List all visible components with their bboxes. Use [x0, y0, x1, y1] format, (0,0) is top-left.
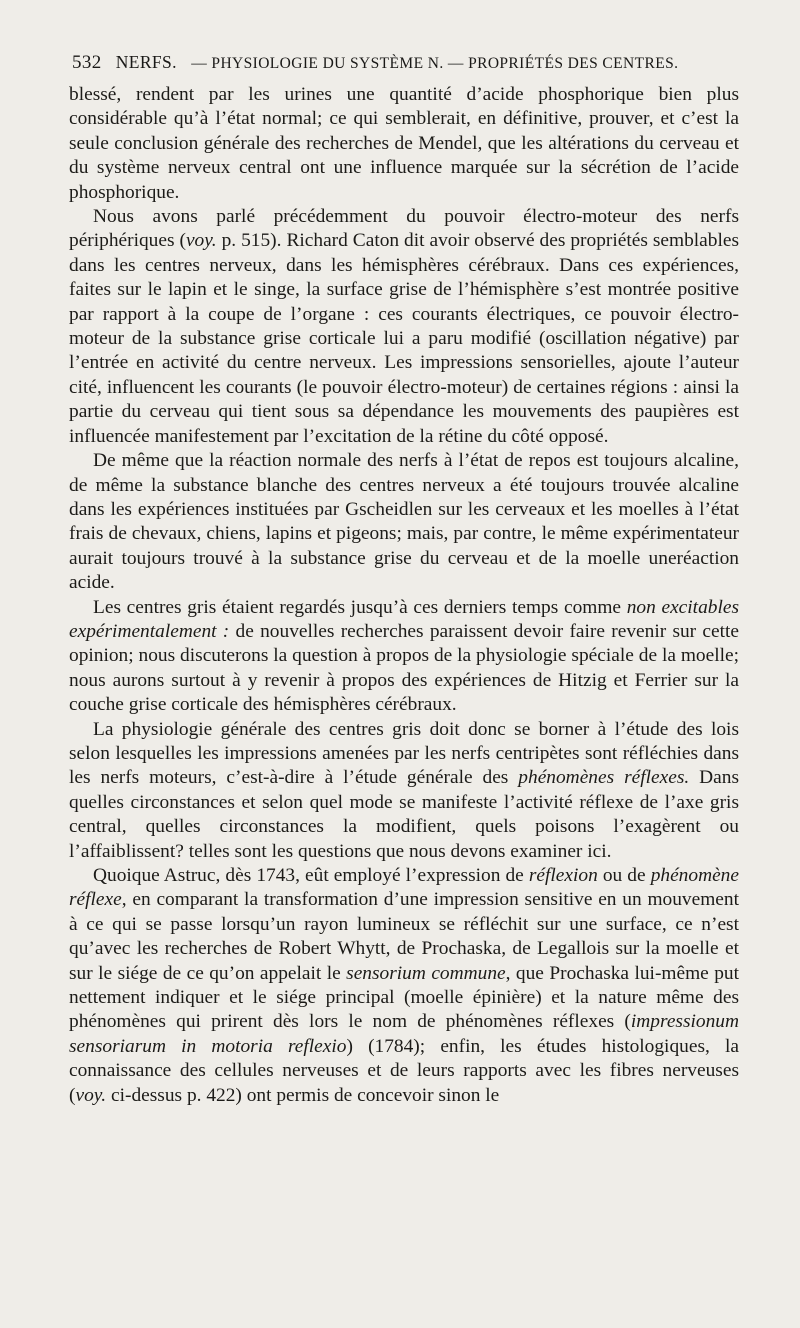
text-run: Les centres gris étaient regardés jusqu’à ces derniers temps comme [93, 596, 627, 618]
italic-text: voy. [185, 230, 217, 252]
italic-text: voy. [75, 1084, 107, 1106]
header-dash-1: — [191, 55, 208, 72]
paragraph [69, 596, 739, 718]
text-run: ou de [597, 865, 651, 886]
paragraph [69, 718, 739, 864]
text-run: De même que la réaction normale des nerfs à l’état de repos est toujours alcaline, de même la substance blanche des centres nerveux a été toujours trouvée alcaline dans les expériences instituées par Gscheidlen sur les cerveaux et les moelles à l’état frais de chevaux, chiens, lapins et pigeons; mais, par contre, le même expérimentateur aurait toujours trouvé à la substance grise du cerveau et de la moelle uneréaction acide. [69, 450, 739, 594]
paragraph [69, 864, 739, 1108]
text-run: Dans quelles circonstances et selon quel mode se manifeste l’activité réflexe de l’axe gris central, quelles circonstances la modifient, quels poisons l’exagèrent ou l’affaiblissent? telles sont les questions que nous devons examiner ici. [69, 767, 740, 862]
body-text [69, 83, 739, 1108]
section-title: NERFS. [115, 52, 177, 72]
text-run: ) (1784); enfin, les études histologiques, la connaissance des cellules nerveuses et de leurs rapports avec les fibres nerveuses ( [69, 1035, 739, 1106]
text-run: Quoique Astruc, dès 1743, eût employé l’expression de [93, 865, 529, 886]
text-run: , que Prochaska lui-même put nettement indiquer et le siége principal (moelle épinière) et la nature même des phénomènes qui prirent dès lors le nom de phénomènes réflexes ( [69, 962, 739, 1033]
italic-text: non excitables expérimentalement : [69, 596, 739, 642]
text-run: ci-dessus p. 422) ont permis de concevoir sinon le [106, 1084, 500, 1106]
paragraph [69, 449, 739, 595]
italic-text: phénomène réflexe [69, 865, 739, 911]
paragraph [69, 83, 739, 205]
text-run: blessé, rendent par les urines une quantité d’acide phosphorique bien plus considérable qu’à l’état normal; ce qui semblerait, en définitive, prouver, et c’est la seule conclusion générale des recherches de Mendel, que les altérations du cerveau et du système nerveux central ont une influence marquée sur la sécrétion de l’acide phosphorique. [69, 84, 739, 203]
italic-text: sensorium commune [346, 962, 506, 984]
chapter-title: PHYSIOLOGIE DU SYSTÈME N. [211, 55, 444, 72]
page-number: 532 [72, 52, 102, 73]
italic-text: impressionum sensoriarum in motoria reflexio [69, 1011, 739, 1057]
text-run: de nouvelles recherches paraissent devoir faire revenir sur cette opinion; nous discuterons la question à propos de la physiologie spéciale de la moelle; nous aurons surtout à y revenir à propos des expériences de Hitzig et Ferrier sur la couche grise corticale des hémisphères cérébraux. [69, 620, 740, 716]
header-dash-2: — [447, 55, 464, 72]
text-run: , en comparant la transformation d’une impression sensitive en un mouvement à ce qui se passe lorsqu’un rayon lumineux se réfléchit sur une surface, ce n’est qu’avec les recherches de Robert Whytt, de Prochaska, de Legallois sur la moelle et sur le siége de ce qu’on appelait le [69, 889, 739, 984]
text-run: p. 515). Richard Caton dit avoir observé des propriétés semblables dans les centres nerveux, dans les hémisphères cérébraux. Dans ces expériences, faites sur le lapin et le singe, la surface grise de l’hémisphère s’est montrée positive par rapport à la coupe de l’organe : ces courants électriques, ce pouvoir électro-moteur de la substance grise corticale lui a paru modifié (oscillation négative) par l’entrée en activité du centre nerveux. Les impressions sensorielles, ajoute l’auteur cité, influencent les courants (le pouvoir électro-moteur) de certaines régions : ainsi la partie du cerveau qui tient sous sa dépendance les mouvements des paupières est influencée manifestement par l’excitation de la rétine du côté opposé. [69, 230, 739, 447]
running-head [72, 52, 724, 74]
italic-text: phénomènes réflexes. [518, 767, 690, 789]
text-run: Nous avons parlé précédemment du pouvoir électro-moteur des nerfs périphériques ( [69, 206, 739, 252]
italic-text: réflexion [528, 865, 598, 886]
paragraph [69, 205, 739, 449]
text-run: La physiologie générale des centres gris doit donc se borner à l’étude des lois selon lesquelles les impressions amenées par les nerfs centripètes sont réfléchies dans les nerfs moteurs, c’est-à-dire à l’étude générale des [69, 718, 739, 789]
topic-title: PROPRIÉTÉS DES CENTRES. [468, 55, 679, 72]
